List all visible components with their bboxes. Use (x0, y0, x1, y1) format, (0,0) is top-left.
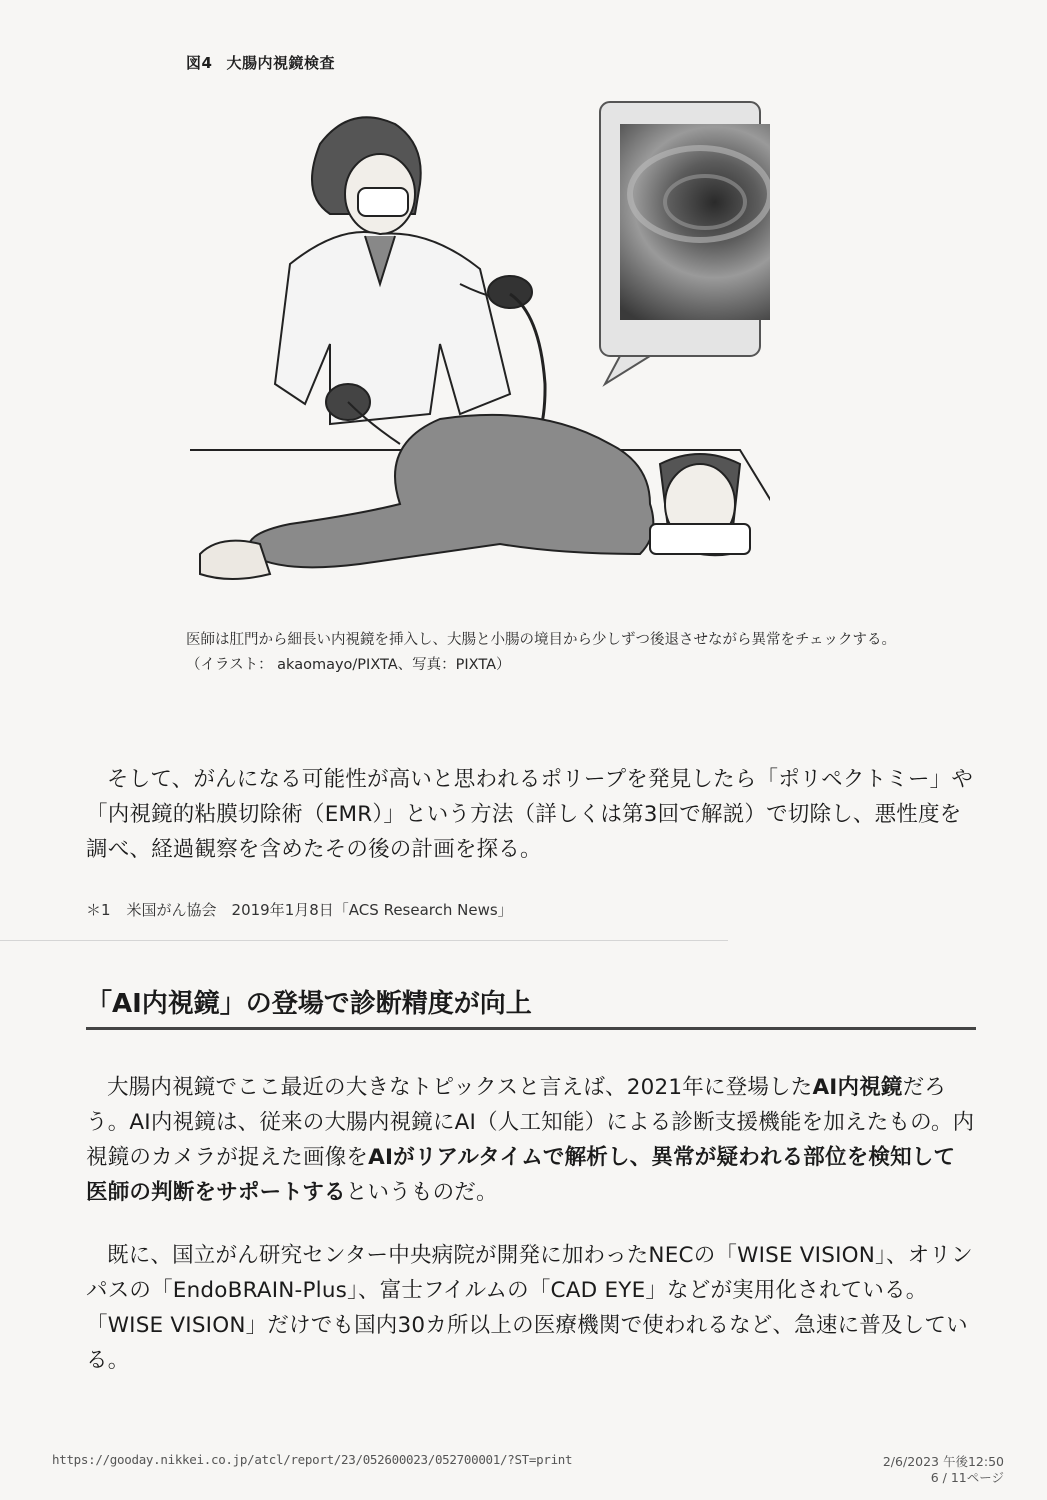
endoscope-monitor (600, 102, 770, 384)
print-datetime: 2/6/2023 午後12:50 (882, 1454, 1004, 1469)
section-heading: 「AI内視鏡」の登場で診断精度が向上 (86, 989, 532, 1019)
heading-underline (86, 1027, 976, 1030)
patient-figure (200, 415, 750, 579)
figure-title-text: 大腸内視鏡検査 (226, 54, 335, 72)
body-paragraph-products: 既に、国立がん研究センター中央病院が開発に加わったNECの「WISE VISION」、オリンパスの「EndoBRAIN-Plus」、富士フイルムの「CAD EYE」などが実用化されている。「WISE VISION」だけでも国内30カ所以上の医療機関で使われるなど、急速に普及している。 (86, 1243, 973, 1373)
body-paragraph-ai-endoscope: 大腸内視鏡でここ最近の大きなトピックスと言えば、2021年に登場したAI内視鏡だろう。AI内視鏡は、従来の大腸内視鏡にAI（人工知能）による診断支援機能を加えたもの。内視鏡のカメラが捉えた画像をAIがリアルタイムで解析し、異常が疑われる部位を検知して医師の判断をサポートするというものだ。 (86, 1075, 975, 1205)
section-divider (0, 940, 728, 941)
print-url: https://gooday.nikkei.co.jp/atcl/report/23/052600023/052700001/?ST=print (52, 1452, 573, 1467)
body-paragraph-polypectomy: そして、がんになる可能性が高いと思われるポリープを発見したら「ポリペクトミー」や「内視鏡的粘膜切除術（EMR）」という方法（詳しくは第3回で解説）で切除し、悪性度を調べ、経過観察を含めたその後の計画を探る。 (86, 767, 974, 862)
footnote-marker: ＊1 (86, 901, 111, 919)
figure-number: 図4 (186, 54, 213, 72)
emphasis-ai-endoscope: AI内視鏡 (812, 1075, 903, 1100)
page-number: 6 / 11ページ (930, 1470, 1004, 1485)
emphasis-ai-analysis: AIがリアルタイムで解析し、異常が疑われる部位を検知して医師の判断をサポートする (86, 1145, 956, 1205)
figure-caption: 医師は肛門から細長い内視鏡を挿入し、大腸と小腸の境目から少しずつ後退させながら異常をチェックする。（イラスト： akaomayo/PIXTA、写真：PIXTA） (186, 632, 897, 673)
figure-title (186, 52, 335, 73)
footnote (86, 899, 513, 920)
colonoscopy-illustration (180, 84, 770, 614)
footnote-text: 米国がん協会 2019年1月8日「ACS Research News」 (126, 901, 513, 919)
doctor-figure (275, 117, 545, 464)
